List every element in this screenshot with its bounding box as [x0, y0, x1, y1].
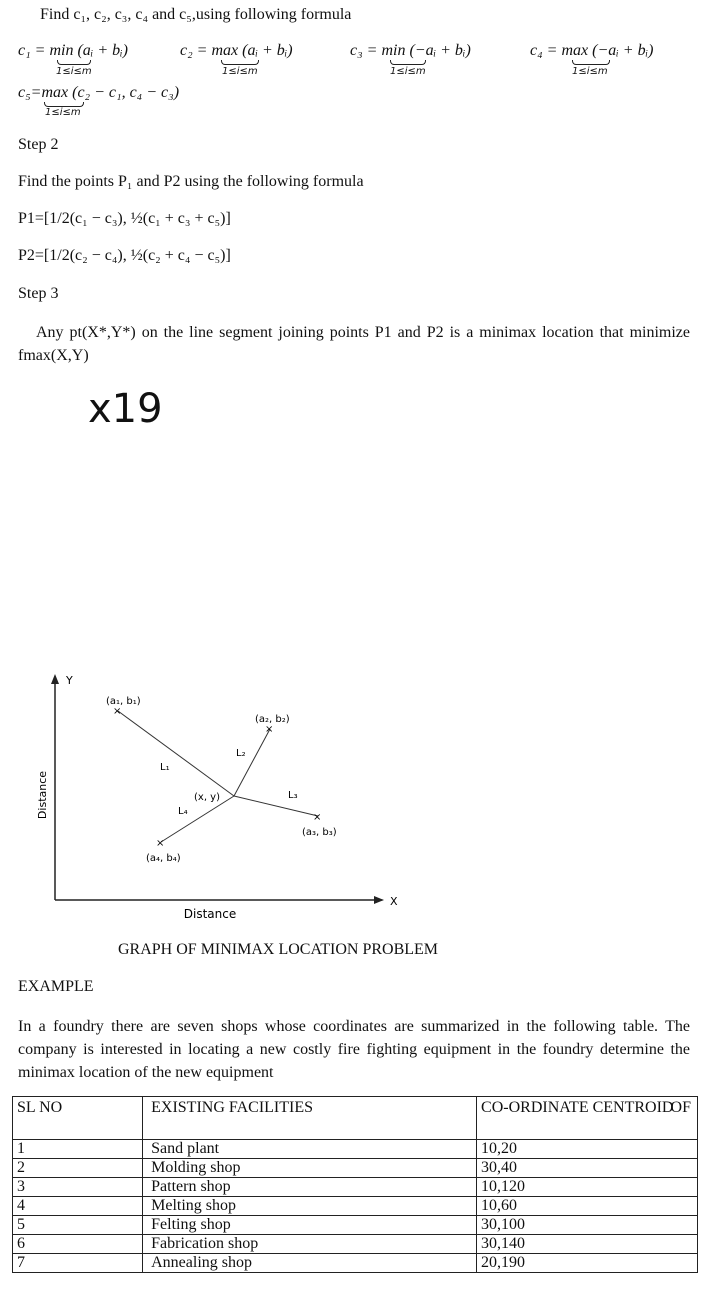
cell-facility: Molding shop	[143, 1159, 477, 1178]
table-header-row	[13, 1097, 698, 1140]
label-l4: L₄	[178, 806, 188, 817]
cell-facility: Pattern shop	[143, 1178, 477, 1197]
cell-sl: 6	[13, 1235, 143, 1254]
formula-c5: c₅=max (c₂ − c₁, c₄ − c₃)	[18, 84, 180, 101]
y-axis-letter: Y	[66, 674, 73, 687]
cell-sl: 4	[13, 1197, 143, 1216]
cell-sl: 2	[13, 1159, 143, 1178]
underbrace	[572, 60, 610, 65]
cell-coord: 30,140	[477, 1235, 698, 1254]
label-center-xy: (x, y)	[194, 792, 220, 803]
cell-sl: 3	[13, 1178, 143, 1197]
formula-c1: c₁ = min (aᵢ + bᵢ)	[18, 42, 128, 59]
step2-heading: Step 2	[18, 136, 59, 153]
label-l3: L₃	[288, 790, 298, 801]
cell-coord: 30,100	[477, 1216, 698, 1235]
point-marker-icon: ×	[156, 838, 165, 849]
point-marker-icon: ×	[313, 812, 322, 823]
point-marker-icon: ×	[265, 724, 274, 735]
graph-caption: GRAPH OF MINIMAX LOCATION PROBLEM	[118, 941, 439, 958]
label-a2b2: (a₂, b₂)	[255, 714, 290, 725]
table-row	[13, 1235, 698, 1254]
label-a1b1: (a₁, b₁)	[106, 696, 141, 707]
handwritten-note: x19	[88, 386, 163, 432]
formula-c5-range: 1≤i≤m	[45, 107, 81, 118]
label-l2: L₂	[236, 748, 246, 759]
cell-coord: 10,120	[477, 1178, 698, 1197]
cell-coord: 10,60	[477, 1197, 698, 1216]
table-row	[13, 1159, 698, 1178]
header-coord-of: OF	[670, 1099, 691, 1116]
table-row	[13, 1197, 698, 1216]
formula-c2: c₂ = max (aᵢ + bᵢ)	[180, 42, 293, 59]
intro-line: Find c₁, c₂, c₃, c₄ and c₅,using following formula	[40, 6, 352, 23]
line-l1	[118, 711, 234, 796]
line-l3	[234, 796, 318, 816]
x-axis-letter: X	[390, 895, 398, 908]
header-sl-no: SL NO	[13, 1097, 143, 1140]
underbrace	[221, 60, 259, 65]
example-text: In a foundry there are seven shops whose coordinates are summarized in the following table. The company is interested in locating a new costly fire fighting equipment in the foundry determine the minimax location of the new equipment	[18, 1018, 690, 1081]
table-row	[13, 1140, 698, 1159]
underbrace	[57, 60, 91, 65]
label-a4b4: (a₄, b₄)	[146, 853, 181, 864]
cell-sl: 5	[13, 1216, 143, 1235]
formula-c4-range: 1≤i≤m	[572, 66, 608, 77]
formula-c3: c₃ = min (−aᵢ + bᵢ)	[350, 42, 471, 59]
y-axis-label: Distance	[36, 770, 49, 820]
underbrace	[390, 60, 426, 65]
label-l1: L₁	[160, 762, 170, 773]
cell-coord: 10,20	[477, 1140, 698, 1159]
formula-c2-range: 1≤i≤m	[222, 66, 258, 77]
cell-sl: 7	[13, 1254, 143, 1273]
x-axis-arrow-icon	[374, 896, 384, 904]
y-axis-arrow-icon	[51, 674, 59, 684]
minimax-graph	[0, 660, 710, 940]
example-heading: EXAMPLE	[18, 978, 94, 995]
formula-c1-range: 1≤i≤m	[56, 66, 92, 77]
table-row	[13, 1216, 698, 1235]
header-existing-facilities: EXISTING FACILITIES	[143, 1097, 477, 1140]
cell-facility: Felting shop	[143, 1216, 477, 1235]
cell-facility: Annealing shop	[143, 1254, 477, 1273]
header-coordinate-centroid	[477, 1097, 698, 1140]
cell-facility: Sand plant	[143, 1140, 477, 1159]
header-coord-text: CO-ORDINATE CENTROID	[481, 1099, 674, 1116]
cell-sl: 1	[13, 1140, 143, 1159]
step2-p2: P2=[1/2(c₂ − c₄), ½(c₂ + c₄ − c₅)]	[18, 247, 231, 264]
table-row	[13, 1254, 698, 1273]
point-marker-icon: ×	[113, 706, 122, 717]
step3-text: Any pt(X*,Y*) on the line segment joining points P1 and P2 is a minimax location that minimize fmax(X,Y)	[18, 324, 690, 364]
label-a3b3: (a₃, b₃)	[302, 827, 337, 838]
cell-facility: Melting shop	[143, 1197, 477, 1216]
cell-coord: 30,40	[477, 1159, 698, 1178]
cell-coord: 20,190	[477, 1254, 698, 1273]
x-axis-label: Distance	[183, 907, 237, 921]
formula-c4: c₄ = max (−aᵢ + bᵢ)	[530, 42, 654, 59]
facilities-table	[12, 1096, 698, 1273]
step2-text: Find the points P₁ and P2 using the following formula	[18, 173, 364, 190]
line-l2	[234, 729, 270, 796]
step2-p1: P1=[1/2(c₁ − c₃), ½(c₁ + c₃ + c₅)]	[18, 210, 231, 227]
table-row	[13, 1178, 698, 1197]
step3-heading: Step 3	[18, 285, 59, 302]
cell-facility: Fabrication shop	[143, 1235, 477, 1254]
formula-c3-range: 1≤i≤m	[390, 66, 426, 77]
